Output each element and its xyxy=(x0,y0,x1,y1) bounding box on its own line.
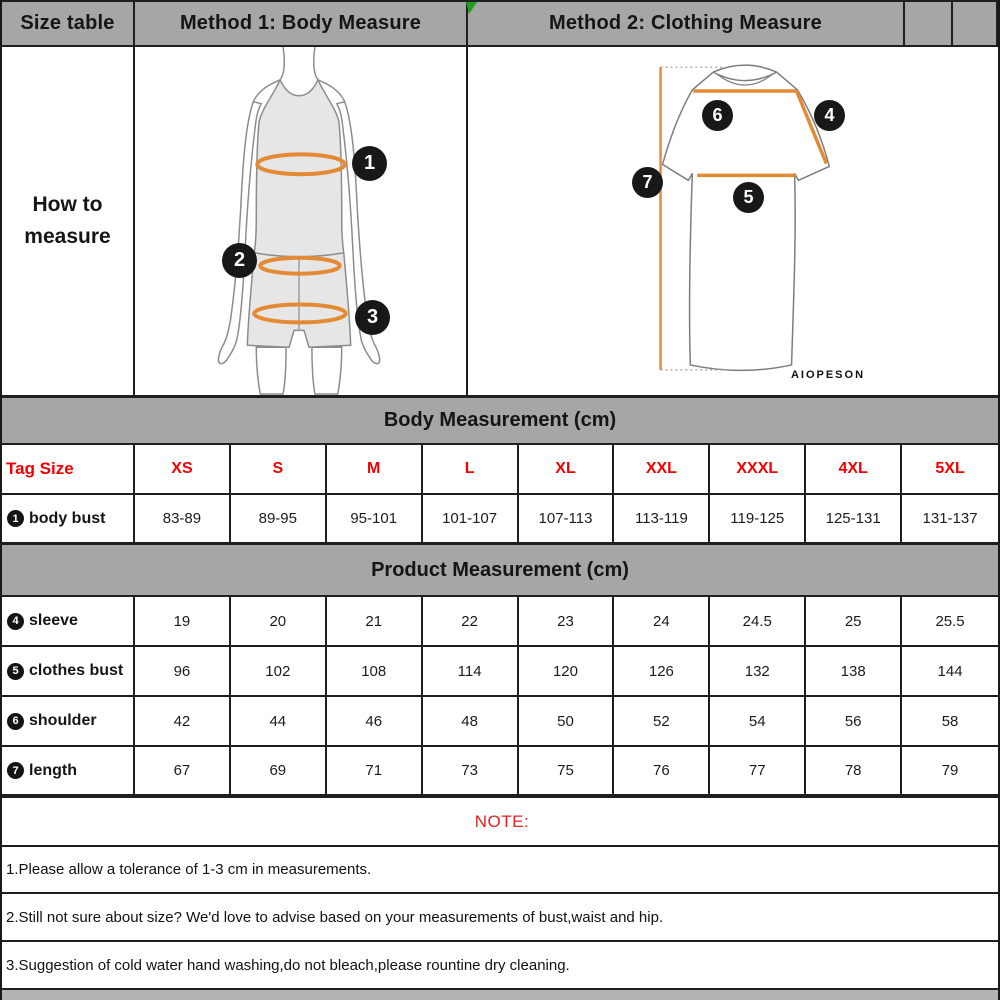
size-header: XS xyxy=(135,445,231,493)
marker-badge-small: 7 xyxy=(7,762,24,779)
value-cell: 67 xyxy=(135,747,231,794)
size-header: 5XL xyxy=(935,460,965,477)
row-label: 6 shoulder xyxy=(2,697,135,745)
value-cell: 58 xyxy=(941,712,959,730)
header-method2: Method 2: Clothing Measure xyxy=(468,2,905,45)
size-header: XXXL xyxy=(710,445,806,493)
value-cell: 102 xyxy=(231,647,327,695)
note-item-3: 3.Suggestion of cold water hand washing,do not bleach,please rountine dry cleaning. xyxy=(2,942,998,990)
clothing-measure-diagram xyxy=(468,47,998,395)
value-cell: 132 xyxy=(710,647,806,695)
body-measurement-title-row xyxy=(2,398,998,445)
value-cell: 95-101 xyxy=(327,495,423,542)
body-measurement-title: Body Measurement (cm) xyxy=(383,409,617,431)
value-cell: 144 xyxy=(937,662,963,680)
value-cell: 125-131 xyxy=(806,495,902,542)
note-item-1: 1.Please allow a tolerance of 1-3 cm in measurements. xyxy=(2,847,998,894)
value-cell: 19 xyxy=(135,597,231,645)
product-measurement-title: Product Measurement (cm) xyxy=(371,558,629,581)
marker-6-badge: 6 xyxy=(702,100,733,131)
marker-2-badge: 2 xyxy=(222,243,257,278)
value-cell: 83-89 xyxy=(135,495,231,542)
value-cell: 107-113 xyxy=(519,495,615,542)
value-cell: 101-107 xyxy=(423,495,519,542)
tag-size-row xyxy=(2,445,998,495)
marker-badge-small: 6 xyxy=(7,713,24,730)
value-cell: 114 xyxy=(423,647,519,695)
row-label: 1 body bust xyxy=(2,495,135,542)
value-cell: 131-137 xyxy=(922,510,978,527)
marker-badge-small: 5 xyxy=(7,663,24,680)
value-cell: 24 xyxy=(614,597,710,645)
clothes-bust-row xyxy=(2,647,998,697)
product-measurement-title-row xyxy=(2,545,998,597)
size-header: XXL xyxy=(614,445,710,493)
header-empty-cell-1 xyxy=(905,2,953,45)
footer-strip xyxy=(2,990,998,1000)
how-to-measure-label: How to measure xyxy=(2,47,135,395)
length-row xyxy=(2,747,998,797)
value-cell: 48 xyxy=(423,697,519,745)
value-cell: 25.5 xyxy=(935,612,965,630)
value-cell: 76 xyxy=(614,747,710,794)
value-cell: 71 xyxy=(327,747,423,794)
size-header: 4XL xyxy=(806,445,902,493)
value-cell: 52 xyxy=(614,697,710,745)
value-cell: 119-125 xyxy=(710,495,806,542)
diagram-row xyxy=(2,47,998,398)
body-bust-row xyxy=(2,495,998,545)
value-cell: 73 xyxy=(423,747,519,794)
value-cell: 42 xyxy=(135,697,231,745)
row-label: 7 length xyxy=(2,747,135,794)
value-cell: 24.5 xyxy=(710,597,806,645)
size-header: XL xyxy=(519,445,615,493)
marker-4-badge: 4 xyxy=(814,100,845,131)
value-cell: 126 xyxy=(614,647,710,695)
value-cell: 77 xyxy=(710,747,806,794)
row-label: 4 sleeve xyxy=(2,597,135,645)
tag-size-label: Tag Size xyxy=(2,445,135,493)
value-cell: 54 xyxy=(710,697,806,745)
value-cell: 78 xyxy=(806,747,902,794)
value-cell: 96 xyxy=(135,647,231,695)
marker-7-badge: 7 xyxy=(632,167,663,198)
value-cell: 22 xyxy=(423,597,519,645)
value-cell: 75 xyxy=(519,747,615,794)
size-header: M xyxy=(327,445,423,493)
value-cell: 23 xyxy=(519,597,615,645)
marker-1-badge: 1 xyxy=(352,146,387,181)
tshirt-drawing xyxy=(468,47,998,395)
header-size-table: Size table xyxy=(2,2,135,45)
value-cell: 21 xyxy=(327,597,423,645)
brand-text: AIOPESON xyxy=(790,369,866,381)
green-corner-marker xyxy=(466,2,478,15)
shoulder-row xyxy=(2,697,998,747)
value-cell: 20 xyxy=(231,597,327,645)
value-cell: 25 xyxy=(806,597,902,645)
value-cell: 108 xyxy=(327,647,423,695)
size-header: L xyxy=(423,445,519,493)
header-empty-cell-2 xyxy=(953,2,998,45)
header-row xyxy=(2,0,998,47)
note-title-row xyxy=(2,797,998,847)
value-cell: 56 xyxy=(806,697,902,745)
note-item-2: 2.Still not sure about size? We'd love to advise based on your measurements of bust,waist and hip. xyxy=(2,894,998,942)
value-cell: 89-95 xyxy=(231,495,327,542)
value-cell: 44 xyxy=(231,697,327,745)
value-cell: 50 xyxy=(519,697,615,745)
row-label: 5 clothes bust xyxy=(2,647,135,695)
value-cell: 138 xyxy=(806,647,902,695)
value-cell: 120 xyxy=(519,647,615,695)
body-figure-drawing xyxy=(135,47,466,395)
value-cell: 46 xyxy=(327,697,423,745)
sleeve-row xyxy=(2,597,998,647)
note-title: NOTE: xyxy=(474,811,530,831)
value-cell: 113-119 xyxy=(614,495,710,542)
marker-3-badge: 3 xyxy=(355,300,390,335)
marker-badge-small: 4 xyxy=(7,613,24,630)
value-cell: 79 xyxy=(941,762,959,779)
header-method1: Method 1: Body Measure xyxy=(135,2,468,45)
value-cell: 69 xyxy=(231,747,327,794)
size-header: S xyxy=(231,445,327,493)
body-measure-diagram xyxy=(135,47,468,395)
marker-badge-small: 1 xyxy=(7,510,24,527)
marker-5-badge: 5 xyxy=(733,182,764,213)
